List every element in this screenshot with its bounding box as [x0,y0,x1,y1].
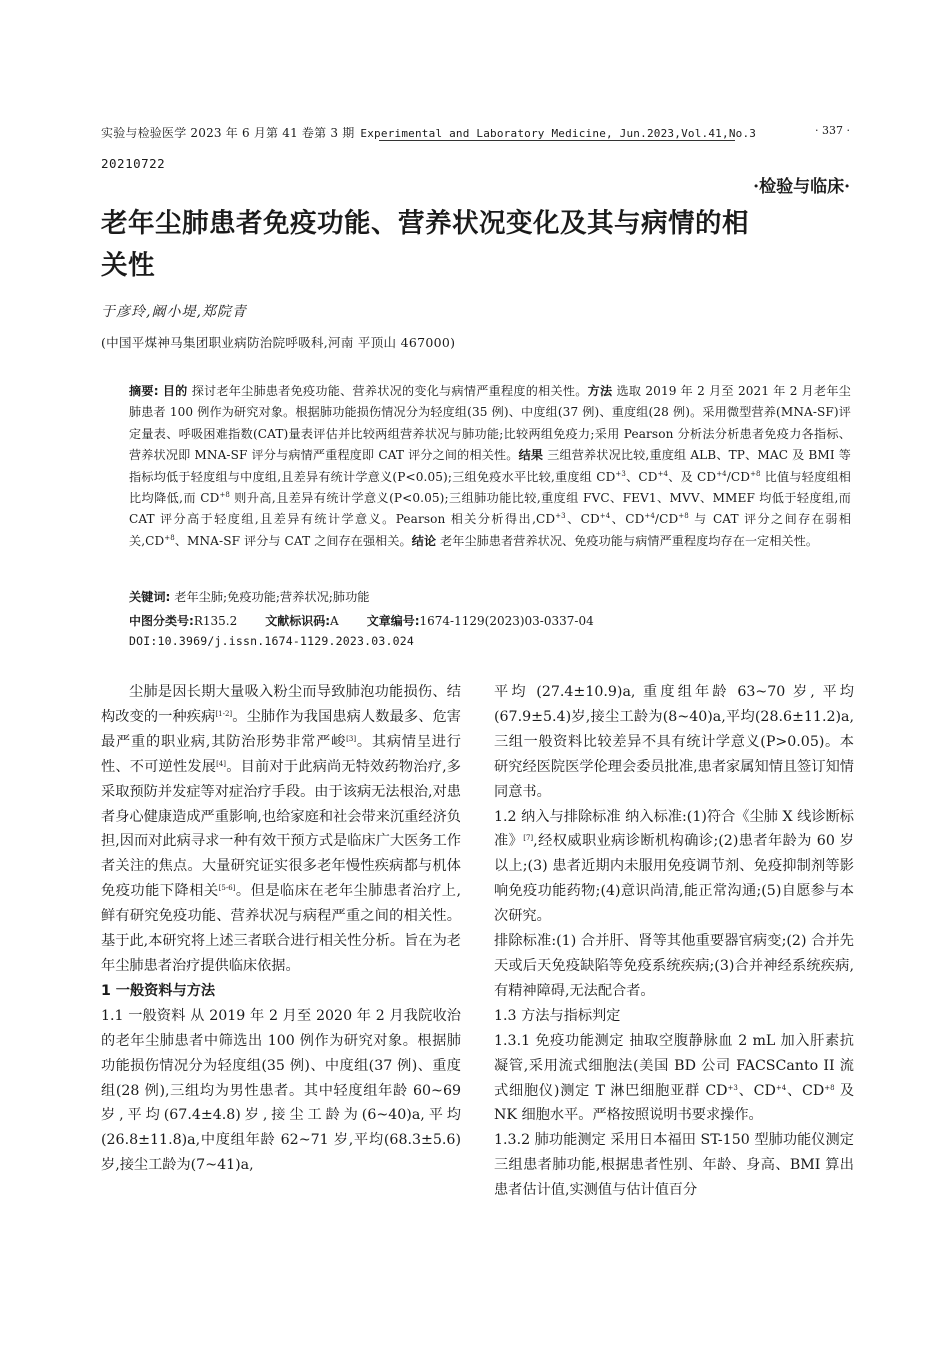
sup: +4 [716,469,727,478]
received-date: 20210722 [101,156,166,171]
article-title: 老年尘肺患者免疫功能、营养状况变化及其与病情的相关性 [101,208,749,281]
results-text: /CD [726,469,751,484]
results-text: /CD [654,512,679,527]
keywords-label: 关键词: [129,590,171,604]
article-no-label: 文章编号: [366,614,420,628]
immune-test-text: 、CD [786,1082,825,1099]
intro-text: 尘肺是因长期大量吸入粉尘而导致肺泡功能损伤、结构改变的一种疾病 [101,684,461,725]
results-text: 、MNA-SF 评分与 CAT 之间存在强相关。 [174,533,412,548]
results-text: 、CD [565,512,600,527]
abstract [101,381,851,552]
conclusion-label: 结论 [411,533,437,548]
citation: [7] [523,834,534,843]
objective-text: 探讨老年尘肺患者免疫功能、营养状况的变化与病情严重程度的相关性。 [191,384,588,398]
section-heading-1: 1 一般资料与方法 [101,982,216,999]
immune-test-text: 、CD [737,1082,776,1099]
results-text: 比值与轻度组相比均降低,而 CD [129,469,851,506]
exclusion-criteria: 排除标准:(1) 合并肝、肾等其他重要器官病变;(2) 合并先天或后天免疫缺陷等免疫系统疾病;(3)合并神经系统疾病,有精神障碍,无法配合者。 [494,933,854,999]
classification-line [129,612,594,629]
sup: +8 [824,1083,835,1092]
results-text: 、CD [625,469,658,484]
results-text: 则升高,且差异有统计学意义(P<0.05);三组肺功能比较,重度组 FVC、FEV1、MVV、MMEF 均低于轻度组,而 CAT 评分高于轻度组,且差异有统计学意义。Pearson 相关分析得出,CD [129,491,851,527]
intro-paragraph [101,680,461,979]
intro-text: 。尘肺作为我国患病人数最多、危害最严重的职业病,其防治形势非常严峻 [101,708,461,750]
results-text: 与 CAT 评分之间存在弱相关,CD [129,512,852,548]
sup: +3 [727,1083,738,1092]
methods-label: 方法 [587,384,613,398]
sup: +4 [644,512,655,521]
keywords-text: 老年尘肺;免疫功能;营养状况;肺功能 [174,590,370,604]
results-text: 、及 CD [668,469,717,484]
keywords [129,588,369,605]
intro-text: 。但是临床在老年尘肺患者治疗上,鲜有研究免疫功能、营养状况与病程严重之间的相关性。基于此,本研究将上述三者联合进行相关性分析。旨在为老年尘肺患者治疗提供临床依据。 [101,883,461,974]
methods-text: 选取 2019 年 2 月至 2021 年 2 月老年尘肺患者 100 例作为研究对象。根据肺功能损伤情况分为轻度组(35 例)、中度组(37 例)、重度组(28 例)。采用微型营养(MNA-SF)评定量表、呼吸困难指数(CAT)量表评估并比较两组营养状况与肺功能;比较两组免疫力;采用 Pearson 分析法分析患者免疫力各指标、营养状况即 MNA-SF 评分与病情严重程度即 CAT 评分之间的相关性。 [129,384,851,463]
objective-label: 目的 [162,384,188,398]
authors: 于彦玲,阚小堤,郑院青 [101,304,247,320]
section-1-2 [494,805,854,930]
section-1-1-continued: 平均 (27.4±10.9)a, 重度组年龄 63~70 岁, 平均(67.9±5.4)岁,接尘工龄为(8~40)a,平均(28.6±11.2)a,三组一般资料比较差异不具有统计学意义(P>0.05)。本研究经医院医学伦理会委员批准,患者家属知情且签订知情同意书。 [494,684,854,800]
abstract-label: 摘要: [129,384,159,398]
journal-name-en: Experimental and Laboratory Medicine, Jun.2023,Vol.41,No.3 [360,127,757,140]
section-1-3-2: 1.3.2 肺功能测定 采用日本福田 ST-150 型肺功能仪测定三组患者肺功能,根据患者性别、年龄、身高、BMI 算出患者估计值,实测值与估计值百分 [494,1132,854,1199]
sup: +4 [599,512,611,521]
body-column-right [494,680,854,1203]
sup: +8 [164,533,175,542]
sup: +4 [775,1083,787,1092]
abstract-body [101,381,851,552]
body-column-left [101,680,461,1178]
article-no-value: 1674-1129(2023)03-0337-04 [419,614,594,628]
inclusion-text: ,经权威职业病诊断机构确诊;(2)患者年龄为 60 岁以上;(3) 患者近期内未服用免疫调节剂、免疫抑制剂等影响免疫功能药物;(4)意识尚清,能正常沟通;(5)自愿参与本次研究。 [494,833,854,925]
intro-text: 。目前对于此病尚无特效药物治疗,多采取预防并发症等对症治疗手段。由于该病无法根治,对患者身心健康造成严重影响,也给家庭和社会带来沉重经济负担,因而对此病寻求一种有效干预方式是临床广大医务工作者关注的焦点。大量研究证实很多老年慢性疾病都与机体免疫功能下降相关 [101,758,461,900]
page-number: · 337 · [815,124,850,137]
sup: +8 [750,469,761,478]
citation: [5-6] [218,884,236,893]
journal-name-cn: 实验与检验医学 2023 年 6 月第 41 卷第 3 期 [101,126,355,140]
section-1-3-1 [494,1029,854,1129]
immune-test-text: 及 NK 细胞水平。严格按照说明书要求操作。 [494,1082,855,1124]
results-text: 三组营养状况比较,重度组 ALB、TP、MAC 及 BMI 等指标均低于轻度组与中度组,且差异有统计学意义(P<0.05);三组免疫水平比较,重度组 CD [129,448,851,484]
results-text: 、CD [610,512,645,527]
sup: +4 [657,469,669,478]
citation: [4] [216,759,227,768]
running-header [101,124,756,141]
column-tag: ·检验与临床· [753,177,850,197]
sup: +3 [615,469,626,478]
conclusion-text: 老年尘肺患者营养状况、免疫功能与病情严重程度均存在一定相关性。 [440,533,819,548]
sup: +8 [219,491,230,500]
header-underline [379,140,735,141]
results-label: 结果 [518,448,544,463]
intro-text: 。其病情呈进行性、不可逆性发展 [101,733,461,775]
doc-code-value: A [330,614,339,628]
immune-test-text: 1.3.1 免疫功能测定 抽取空腹静脉血 2 mL 加入肝素抗凝管,采用流式细胞法(美国 BD 公司 FACSCanto II 流式细胞仪)测定 T 淋巴细胞亚群 CD [494,1032,854,1099]
doc-code-label: 文献标识码: [265,614,331,628]
citation: [3] [346,734,357,743]
sup: +8 [678,512,689,521]
affiliation: (中国平煤神马集团职业病防治院呼吸科,河南 平顶山 467000) [101,335,456,350]
section-heading-1-3: 1.3 方法与指标判定 [494,1007,621,1024]
clc-label: 中图分类号: [129,614,194,628]
doi: DOI:10.3969/j.issn.1674-1129.2023.03.024 [129,634,414,648]
section-1-1: 1.1 一般资料 从 2019 年 2 月至 2020 年 2 月我院收治的老年尘肺患者中筛选出 100 例作为研究对象。根据肺功能损伤情况分为轻度组(35 例)、中度组(37 例)、重度组(28 例),三组均为男性患者。其中轻度组年龄 60~69 岁,平均(67.4±4.8)岁,接尘工龄为(6~40)a,平均(26.8±11.8)a,中度组年龄 62~71 岁,平均(68.3±5.6)岁,接尘工龄为(7~41)a, [101,1007,461,1174]
inclusion-text: 1.2 纳入与排除标准 纳入标准:(1)符合《尘肺 X 线诊断标准》 [494,808,854,850]
clc-value: R135.2 [193,614,238,628]
citation: [1-2] [215,709,233,718]
sup: +3 [555,512,566,521]
